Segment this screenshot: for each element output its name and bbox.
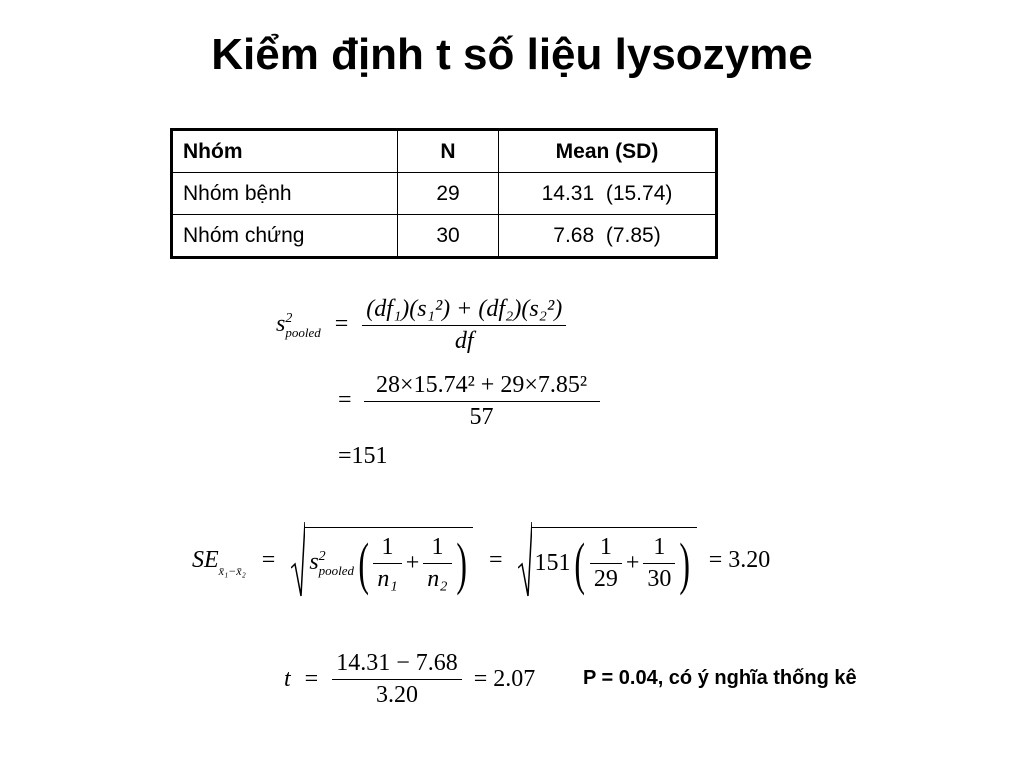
equals-sign: = xyxy=(304,666,319,692)
pooled-s-symbol: s xyxy=(276,311,286,338)
numerator-one: 1 xyxy=(653,534,666,560)
fraction-1-29 xyxy=(590,534,622,593)
sqrt-sign-icon xyxy=(291,520,305,600)
lysozyme-table xyxy=(170,128,718,259)
cell-mean-sd: 7.68 (7.85) xyxy=(499,215,717,258)
cell-mean-sd: 14.31 (15.74) xyxy=(499,173,717,215)
equals-sign: = xyxy=(488,546,503,573)
sqrt-sign-icon xyxy=(518,520,532,600)
table-row xyxy=(172,173,717,215)
pooled-variance-result: =151 xyxy=(338,443,388,469)
se-subscript: x̄₁−x̄₂ xyxy=(218,563,246,578)
t-numerator: 14.31 − 7.68 xyxy=(336,650,458,676)
numerator-one: 1 xyxy=(599,534,612,560)
left-paren: ( xyxy=(358,530,370,596)
plus-sign: + xyxy=(625,550,640,576)
t-fraction xyxy=(332,650,462,709)
se-s-sup: 2 xyxy=(318,549,326,564)
fraction-bar xyxy=(364,401,600,402)
pooled-sub: pooled xyxy=(285,325,321,340)
pooled-numeric-denominator: 57 xyxy=(469,404,494,430)
se-s-symbol: s xyxy=(309,549,319,576)
cell-n: 29 xyxy=(398,173,499,215)
table-row xyxy=(172,215,717,258)
fraction-1-n2 xyxy=(423,534,451,593)
sqrt-body xyxy=(305,527,473,596)
standard-error-formula xyxy=(192,520,770,600)
p-value-note: P = 0.04, có ý nghĩa thống kê xyxy=(583,667,857,689)
pooled-value: 151 xyxy=(534,550,571,576)
pooled-variance-line1 xyxy=(276,296,566,355)
t-symbol: t xyxy=(284,666,291,692)
cell-group: Nhóm bệnh xyxy=(172,173,398,215)
plus-sign: + xyxy=(405,550,420,576)
t-statistic-formula xyxy=(284,650,535,709)
fraction-bar xyxy=(643,563,675,564)
denominator-29: 29 xyxy=(593,566,618,592)
numerator-one: 1 xyxy=(381,534,394,560)
se-result: = 3.20 xyxy=(708,546,771,573)
fraction-bar xyxy=(423,563,451,564)
fraction-bar xyxy=(373,563,401,564)
denominator-n2: n₂ xyxy=(427,566,448,592)
right-paren: ) xyxy=(679,530,691,596)
slide-title: Kiểm định t số liệu lysozyme xyxy=(211,30,813,79)
pooled-variance-line2 xyxy=(338,372,600,431)
cell-group: Nhóm chứng xyxy=(172,215,398,258)
sqrt-body-numeric xyxy=(532,527,696,596)
t-denominator: 3.20 xyxy=(375,682,418,708)
pooled-numeric-numerator: 28×15.74² + 29×7.85² xyxy=(376,372,588,398)
fraction-bar xyxy=(332,679,462,680)
left-paren: ( xyxy=(574,530,586,596)
se-s-sub: pooled xyxy=(318,563,355,578)
pooled-numerator: (df₁)(s₁²) + (df₂)(s₂²) xyxy=(366,296,563,322)
pooled-sup: 2 xyxy=(285,311,293,326)
t-result: = 2.07 xyxy=(473,666,536,692)
header-n: N xyxy=(398,130,499,173)
pooled-fraction xyxy=(362,296,566,355)
se-symbol: SE xyxy=(192,546,219,573)
header-mean-sd: Mean (SD) xyxy=(499,130,717,173)
header-group: Nhóm xyxy=(172,130,398,173)
denominator-n1: n₁ xyxy=(377,566,398,592)
equals-sign: = xyxy=(334,311,349,338)
fraction-bar xyxy=(362,325,566,326)
pooled-fraction-numeric xyxy=(364,372,600,431)
equals-sign: = xyxy=(261,546,276,573)
fraction-1-30 xyxy=(643,534,675,593)
right-paren: ) xyxy=(455,530,467,596)
cell-n: 30 xyxy=(398,215,499,258)
equals-sign: = xyxy=(338,387,352,414)
numerator-one: 1 xyxy=(431,534,444,560)
denominator-30: 30 xyxy=(647,566,672,592)
fraction-1-n1 xyxy=(373,534,401,593)
pooled-denominator: df xyxy=(454,328,474,354)
fraction-bar xyxy=(590,563,622,564)
table-header-row xyxy=(172,130,717,173)
